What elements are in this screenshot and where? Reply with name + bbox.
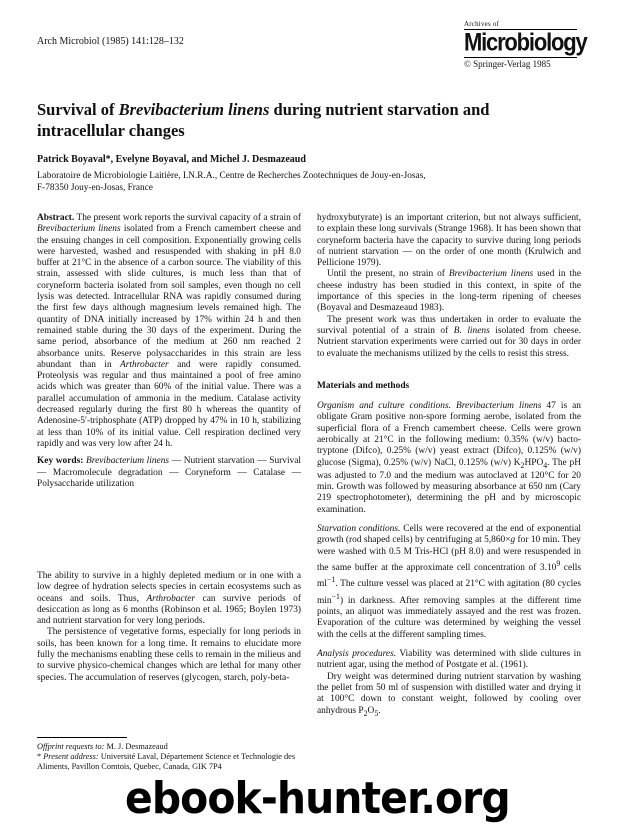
footnote-rule (37, 737, 127, 738)
abstract-paragraph: Abstract. The present work reports the survival capacity of a strain of Brevibacterium linens isolated from a French camembert cheese and the ensuing changes in cell composition. Exponentially growing cells were harvested, washed and resuspended with shaking in pH 8.0 buffer at 21°C in the absence of a carbon source. The viability of this strain, assessed with slide cultures, is much less than that of coryneform bacteria isolated from soil samples, even though no cell lysis was detected. Intracellular RNA was rapidly consumed during the first few days although magnesium levels remained high. The quantity of DNA initially increased by 17% within 24 h and then remained stable during the 30 days of the experiment. During the same period, absorbance of the medium at 260 nm reached 2 absorbance units. Reserve polysaccharides in this strain are less abundant than in Arthrobacter and were rapidly consumed. Proteolysis was regular and thus maintained a pool of free amino acids which was greater than 60% of the initial value. There was a parallel accumulation of ammonia in the medium. Catalase activity decreased regularly during the first 80 h whereas the quantity of Adenosine-5′-triphosphate (ATP) dropped by 47% in 10 h, stabilizing at less than 10% of its initial value. Cell respiration declined very rapidly and was very low after 24 h. (37, 213, 301, 449)
intro-paragraph: The persistence of vegetative forms, especially for long periods in soils, has been known for a long time. It remains to elucidate more fully the mechanisms enabling these cells to remain in the milieus and to survive physico-chemical changes which are lethal for many other species. The accumulation of reserves (glycogen, starch, poly-beta- (37, 627, 301, 683)
affiliation (37, 170, 577, 194)
journal-logo (464, 20, 587, 69)
authors: Patrick Boyaval*, Evelyne Boyaval, and Michel J. Desmazeaud (37, 154, 306, 165)
body-paragraph: Until the present, no strain of Brevibacterium linens used in the cheese industry has been studied in this context, in spite of the importance of this species in the long-term ripening of cheeses (Boyaval and Desmazeaud 1983). (317, 269, 581, 314)
key-words: Key words: Brevibacterium linens — Nutrient starvation — Survival — Macromolecule degradation — Coryneform — Catalase — Polysaccharide utilization (37, 456, 302, 489)
intro-paragraph: The ability to survive in a highly depleted medium or in one with a low degree of hydration selects species in certain ecosystems such as oceans and soils. Thus, Arthrobacter can survive periods of desiccation as long as 6 months (Robinson et al. 1965; Boylen 1973) and nutrient starvation for very long periods. (37, 571, 301, 627)
watermark-text: ebook-hunter.org (125, 773, 510, 824)
methods-paragraph: Organism and culture conditions. Brevibacterium linens 47 is an obligate Gram positive non-spore forming aerobe, isolated from the superficial flora of a French camembert cheese. Cells were grown aerobically at 21°C in the following medium: 0.35% (w/v) bacto-tryptone (Difco), 0.25% (w/v) yeast extract (Difco), 0.125% (w/v) glucose (Sigma), 0.25% (w/v) NaCl, 0.125% (w/v) $K_2HPO_4$. The pH was adjusted to 7.0 and the medium was autoclaved at 120°C for 20 min. Growth was followed by measuring absorbance at 650 nm (Cary 219 spectrophotometer), determining the pH and by microscopic examination. (317, 401, 581, 515)
right-column (317, 213, 581, 719)
article-title (37, 99, 567, 141)
present-address: * Present address: Université Laval, Département Science et Technologie des Aliments, Pavillon Comtois, Quebec, Canada, GIK 7P4 (37, 752, 296, 771)
introduction (37, 571, 301, 684)
methods-paragraph: Starvation conditions. Cells were recovered at the end of exponential growth (rod shaped cells) by centrifuging at 5,860×g for 10 min. They were washed with 0.5 M Tris-HCl (pH 8.0) and were resuspended in the same buffer at the approximate cell concentration of 3.10$^9$ cells $ml^{-1}$. The culture vessel was placed at 21°C with agitation (80 cycles $\min^{-1}$) in darkness. After removing samples at the different time points, an aliquot was immediately assayed and the rest was frozen. Evaporation of the culture was determined by weighing the vessel with the cells at the different sampling times. (317, 524, 581, 640)
logo-top-text: Archives of (464, 20, 577, 30)
abstract (37, 213, 301, 490)
section-heading-methods: Materials and methods (317, 380, 410, 391)
copyright: © Springer-Verlag 1985 (464, 57, 577, 69)
body-paragraph: The present work was thus undertaken in order to evaluate the survival potential of a strain of B. linens isolated from cheese. Nutrient starvation experiments were carried out for 30 days in order to evaluate the mechanisms utilized by the cells to resist this stress. (317, 314, 581, 359)
title-part-1: Survival of (37, 100, 119, 119)
methods-paragraph: Dry weight was determined during nutrient starvation by washing the pellet from 50 ml of suspension with distilled water and drying it at 100°C down to constant weight, followed by cooling over anhydrous $P_2O_5$. (317, 671, 581, 718)
offprint-request: Offprint requests to: M. J. Desmazeaud (37, 742, 168, 751)
body-paragraph: hydroxybutyrate) is an important criterion, but not always sufficient, to explain these long survivals (Strange 1968). It has been shown that coryneform bacteria have the capacity to survive during long periods of nutrient starvation — on the order of one month (Krulwich and Pellicione 1979). (317, 213, 581, 269)
methods-paragraph: Analysis procedures. Viability was determined with slide cultures in nutrient agar, using the method of Postgate et al. (1961). (317, 649, 581, 671)
logo-mark: Microbiology (464, 27, 587, 57)
journal-reference: Arch Microbiol (1985) 141:128–132 (37, 36, 184, 47)
title-italic: Brevibacterium linens (118, 100, 270, 119)
title-part-2: during nutrient starvation and intracellular changes (37, 100, 490, 140)
footnote (37, 737, 301, 772)
affiliation-line: F-78350 Jouy-en-Josas, France (37, 183, 153, 193)
affiliation-line: Laboratoire de Microbiologie Laitière, I.N.R.A., Centre de Recherches Zootechniques de Jouy-en-Josas, (37, 171, 426, 181)
